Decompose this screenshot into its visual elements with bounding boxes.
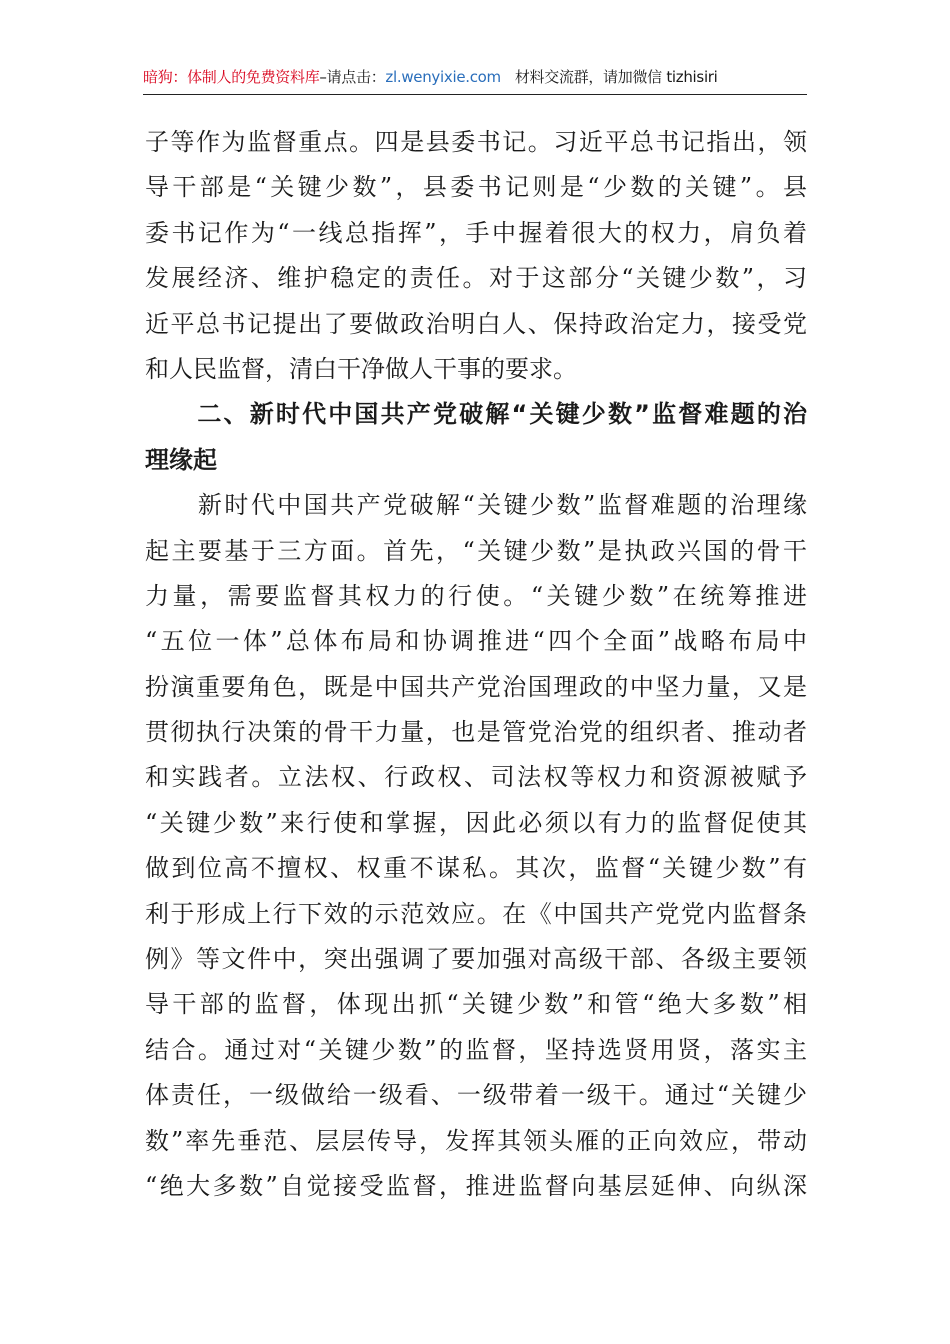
text-line: “五位一体”总体布局和协调推进“四个全面”战略布局中 bbox=[145, 627, 807, 656]
header-link[interactable]: zl.wenyixie.com bbox=[385, 68, 501, 86]
text-line: 子等作为监督重点。四是县委书记。习近平总书记指出，领 bbox=[145, 128, 807, 156]
header-brand: 暗狗：体制人的免费资料库 bbox=[143, 68, 320, 86]
paragraph-2 bbox=[145, 483, 807, 1209]
text-line: 扮演重要角色，既是中国共产党治国理政的中坚力量，又是 bbox=[145, 672, 807, 701]
document-body bbox=[145, 120, 807, 1209]
text-line: 导干部的监督，体现出抓“关键少数”和管“绝大多数”相 bbox=[145, 990, 807, 1019]
heading-line: 二、新时代中国共产党破解“关键少数”监督难题的治 bbox=[145, 400, 807, 429]
text-line: 起主要基于三方面。首先，“关键少数”是执政兴国的骨干 bbox=[145, 536, 807, 565]
paragraph-1 bbox=[145, 120, 807, 392]
text-line: 新时代中国共产党破解“关键少数”监督难题的治理缘 bbox=[145, 491, 807, 520]
text-line: “绝大多数”自觉接受监督，推进监督向基层延伸、向纵深 bbox=[145, 1171, 807, 1200]
text-line: 导干部是“关键少数”，县委书记则是“少数的关键”。县 bbox=[145, 173, 807, 202]
text-line: 利于形成上行下效的示范效应。在《中国共产党党内监督条 bbox=[145, 899, 807, 928]
text-line: 结合。通过对“关键少数”的监督，坚持选贤用贤，落实主 bbox=[145, 1035, 807, 1064]
text-line: 体责任，一级做给一级看、一级带着一级干。通过“关键少 bbox=[145, 1081, 807, 1110]
text-line: 例》等文件中，突出强调了要加强对高级干部、各级主要领 bbox=[145, 945, 807, 974]
page-header bbox=[143, 66, 807, 95]
text-line: “关键少数”来行使和掌握，因此必须以有力的监督促使其 bbox=[145, 808, 807, 837]
text-line: 做到位高不擅权、权重不谋私。其次，监督“关键少数”有 bbox=[145, 854, 807, 883]
header-contact: 材料交流群，请加微信 tizhisiri bbox=[514, 68, 718, 86]
text-line: 发展经济、维护稳定的责任。对于这部分“关键少数”，习 bbox=[145, 264, 807, 293]
text-line: 贯彻执行决策的骨干力量，也是管党治党的组织者、推动者 bbox=[145, 718, 807, 747]
text-line: 委书记作为“一线总指挥”，手中握着很大的权力，肩负着 bbox=[145, 218, 807, 247]
text-line: 近平总书记提出了要做政治明白人、保持政治定力，接受党 bbox=[145, 309, 807, 338]
heading-line: 理缘起 bbox=[145, 445, 217, 474]
text-line: 和人民监督，清白干净做人干事的要求。 bbox=[145, 354, 577, 383]
text-line: 数”率先垂范、层层传导，发挥其领头雁的正向效应，带动 bbox=[145, 1126, 807, 1155]
text-line: 力量，需要监督其权力的行使。“关键少数”在统筹推进 bbox=[145, 581, 807, 610]
header-prompt: –请点击： bbox=[319, 68, 386, 86]
section-heading bbox=[145, 392, 807, 483]
text-line: 和实践者。立法权、行政权、司法权等权力和资源被赋予 bbox=[145, 763, 807, 792]
